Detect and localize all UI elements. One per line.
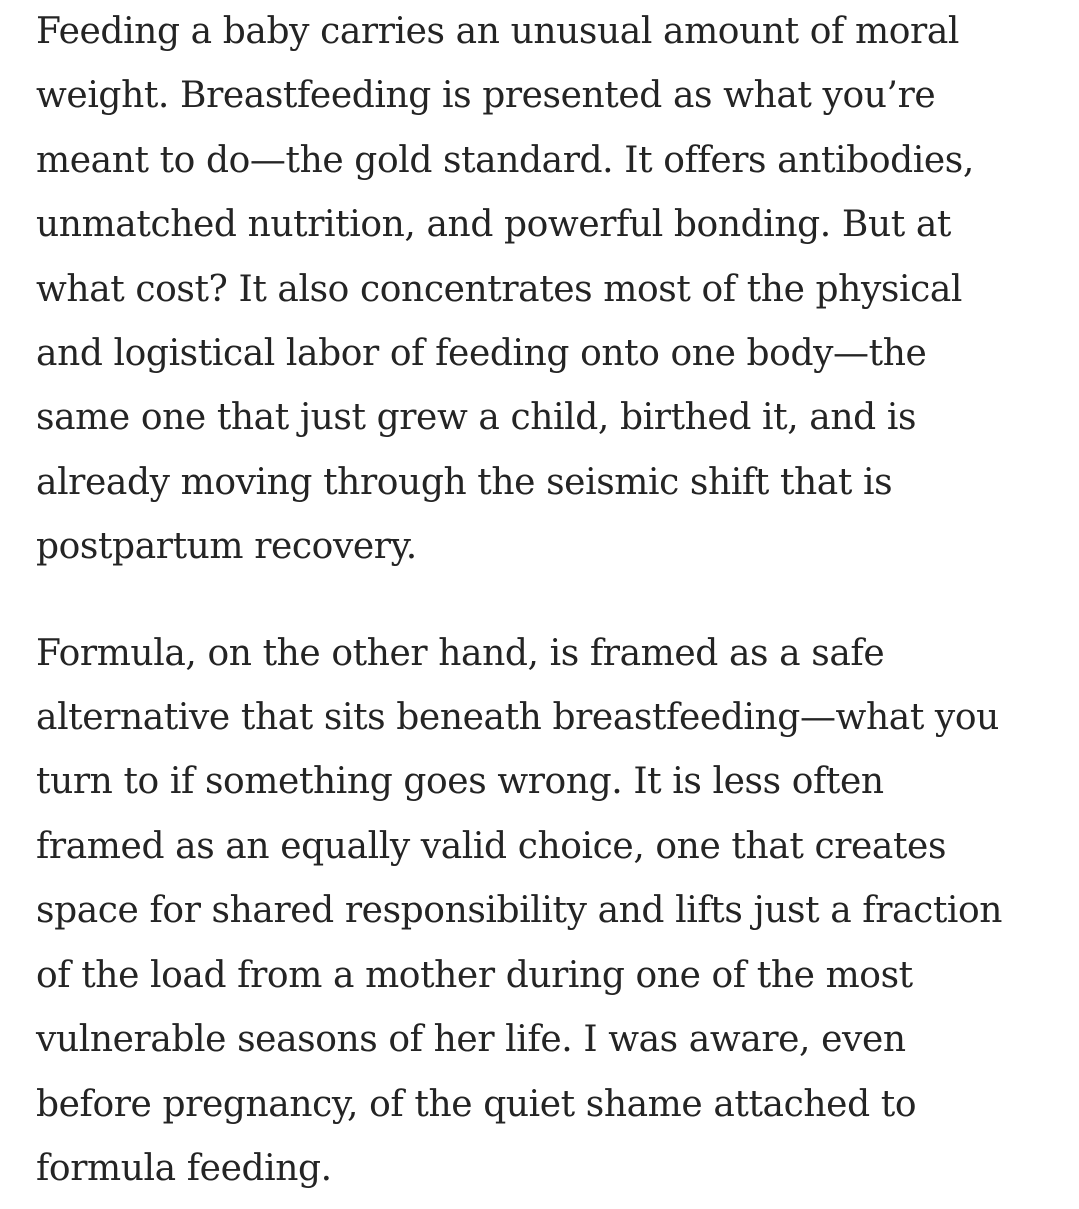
text-line: formula feeding. <box>36 1147 332 1189</box>
text-line: turn to if something goes wrong. It is less often <box>36 761 884 803</box>
text-line: weight. Breastfeeding is presented as what you’re <box>36 75 936 117</box>
text-line: Feeding a baby carries an unusual amount of moral <box>36 11 959 52</box>
text-line: of the load from a mother during one of the most <box>36 954 913 996</box>
text-line: before pregnancy, of the quiet shame attached to <box>36 1083 917 1125</box>
text-line: unmatched nutrition, and powerful bonding. But at <box>36 204 951 246</box>
text-line: space for shared responsibility and lifts just a fraction <box>36 890 1003 932</box>
text-line: Formula, on the other hand, is framed as a safe <box>36 632 885 674</box>
text-line: framed as an equally valid choice, one that creates <box>36 825 947 867</box>
text-line: postpartum recovery. <box>36 526 417 568</box>
text-line: same one that just grew a child, birthed it, and is <box>36 397 917 439</box>
paragraph-breastfeeding <box>36 0 1046 580</box>
text-line: what cost? It also concentrates most of the physical <box>36 268 963 310</box>
text-line: meant to do—the gold standard. It offers antibodies, <box>36 139 974 181</box>
text-line: alternative that sits beneath breastfeeding—what you <box>36 697 999 739</box>
text-line: and logistical labor of feeding onto one body—the <box>36 333 927 375</box>
text-line: already moving through the seismic shift that is <box>36 461 893 503</box>
paragraph-formula <box>36 622 1046 1202</box>
article-body <box>36 0 1046 1201</box>
text-line: vulnerable seasons of her life. I was aware, even <box>36 1019 906 1061</box>
